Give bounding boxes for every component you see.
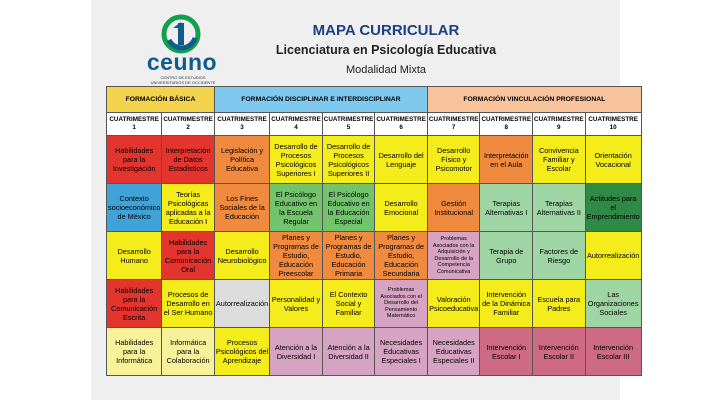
cuatrimestre-label: CUATRIMESTRE [376, 116, 426, 123]
course-cell: Procesos Psicológicos del Aprendizaje [214, 328, 269, 376]
course-cell: Convivencia Familiar y Escolar [533, 136, 586, 184]
course-row [107, 232, 642, 280]
course-cell: El Psicólogo Educativo en la Educación Especial [322, 184, 375, 232]
course-cell: Contexto socioeconómico de México [107, 184, 162, 232]
cuatrimestre-number: 2 [186, 124, 190, 131]
header [91, 0, 620, 84]
course-cell: Desarrollo de Procesos Psicológicos Superiores I [270, 136, 323, 184]
course-cell: Habilidades para la Investigación [107, 136, 162, 184]
cuatrimestre-header [162, 113, 215, 136]
cuatrimestre-header [107, 113, 162, 136]
course-cell: Habilidades para la Comunicación Escrita [107, 280, 162, 328]
course-cell: Informática para la Colaboración [162, 328, 215, 376]
course-cell: Terapias Alternativas II [533, 184, 586, 232]
course-cell: Desarrollo Humano [107, 232, 162, 280]
course-cell: Planes y Programas de Estudio, Educación Secundaria [375, 232, 428, 280]
cuatrimestre-label: CUATRIMESTRE [271, 116, 321, 123]
course-cell: Planes y Programas de Estudio, Educación Primaria [322, 232, 375, 280]
course-cell: Atención a la Diversidad II [322, 328, 375, 376]
cuatrimestre-label: CUATRIMESTRE [109, 116, 159, 123]
course-cell: Valoración Psicoeducativa [427, 280, 480, 328]
cuatrimestre-number: 4 [294, 124, 298, 131]
cuatrimestre-number: 10 [609, 124, 617, 131]
cuatrimestre-number: 5 [346, 124, 351, 131]
course-cell: Desarrollo del Lenguaje [375, 136, 428, 184]
cuatrimestre-header [375, 113, 428, 136]
course-cell: Los Fines Sociales de la Educación [214, 184, 269, 232]
curriculum-table [106, 86, 642, 376]
course-cell: Desarrollo Neurobiológico [214, 232, 269, 280]
course-cell: Gestión Institucional [427, 184, 480, 232]
cuatrimestre-number: 7 [451, 124, 456, 131]
cuatrimestre-label: CUATRIMESTRE [323, 116, 374, 123]
cuatrimestre-number: 1 [132, 124, 136, 131]
cuatrimestre-label: CUATRIMESTRE [217, 116, 267, 123]
course-cell: Habilidades para la Informática [107, 328, 162, 376]
logo-emblem-icon [161, 14, 201, 54]
cuatrimestre-label: CUATRIMESTRE [163, 116, 213, 123]
cuatrimestre-header [214, 113, 269, 136]
title-block [241, 22, 531, 77]
category-row [107, 87, 642, 113]
category-header: FORMACIÓN BÁSICA [107, 87, 215, 113]
course-cell: Planes y Programas de Estudio, Educación Preescolar [270, 232, 323, 280]
course-cell: Personalidad y Valores [270, 280, 323, 328]
course-row [107, 328, 642, 376]
cuatrimestre-number: 8 [504, 124, 508, 131]
course-cell: Necesidades Educativas Especiales II [427, 328, 480, 376]
course-cell: Terapia de Grupo [480, 232, 533, 280]
course-cell: Teorías Psicológicas aplicadas a la Educación I [162, 184, 215, 232]
cuatrimestre-header [480, 113, 533, 136]
program-name: Licenciatura en Psicología Educativa [275, 43, 497, 57]
category-header: FORMACIÓN VINCULACIÓN PROFESIONAL [427, 87, 641, 113]
course-cell: Habilidades para la Comunicación Oral [162, 232, 215, 280]
course-cell: Desarrollo Físico y Psicomotor [427, 136, 480, 184]
cuatrimestre-number: 6 [399, 124, 403, 131]
course-cell: Necesidades Educativas Especiales I [375, 328, 428, 376]
course-cell: Problemas Asociados con el Desarrollo del Pensamiento Matemático [375, 280, 428, 328]
course-row [107, 136, 642, 184]
course-cell: Problemas Asociados con la Adquisición y Desarrollo de la Competencia Comunicativa [427, 232, 480, 280]
cuatrimestre-number: 9 [557, 124, 561, 131]
cuatrimestre-header [427, 113, 480, 136]
cuatrimestre-header [533, 113, 586, 136]
cuatrimestre-number: 3 [240, 124, 244, 131]
course-cell: Interpretación en el Aula [480, 136, 533, 184]
cuatrimestre-label: CUATRIMESTRE [481, 116, 532, 123]
course-cell: Autorrealización [214, 280, 269, 328]
course-cell: Procesos de Desarrollo en el Ser Humano [162, 280, 215, 328]
cuatrimestre-label: CUATRIMESTRE [534, 116, 584, 123]
course-cell: Intervención de la Dinámica Familiar [480, 280, 533, 328]
course-cell: Desarrollo Emocional [375, 184, 428, 232]
course-cell: El Psicólogo Educativo en la Escuela Regular [270, 184, 323, 232]
cuatrimestre-header [322, 113, 375, 136]
cuatrimestre-header [585, 113, 641, 136]
course-cell: Actitudes para el Emprendimiento [585, 184, 641, 232]
course-cell: Factores de Riesgo [533, 232, 586, 280]
course-cell: Orientación Vocacional [585, 136, 641, 184]
cuatrimestre-row [107, 113, 642, 136]
course-cell: El Contexto Social y Familiar [322, 280, 375, 328]
logo-wordmark: ceuno [146, 49, 218, 75]
course-row [107, 184, 642, 232]
page-title: MAPA CURRICULAR [312, 22, 460, 39]
course-cell: Terapias Alternativas I [480, 184, 533, 232]
course-cell: Intervención Escolar I [480, 328, 533, 376]
course-cell: Legislación y Política Educativa [214, 136, 269, 184]
course-cell: Intervención Escolar II [533, 328, 586, 376]
course-cell: Atención a la Diversidad I [270, 328, 323, 376]
course-cell: Interpretación de Datos Estadísticos [162, 136, 215, 184]
course-cell: Las Organizaciones Sociales [585, 280, 641, 328]
course-row [107, 280, 642, 328]
course-cell: Escuela para Padres [533, 280, 586, 328]
cuatrimestre-label: CUATRIMESTRE [428, 116, 479, 123]
course-cell: Intervención Escolar III [585, 328, 641, 376]
category-header: FORMACIÓN DISCIPLINAR E INTERDISCIPLINAR [214, 87, 427, 113]
logo-subtitle: CENTRO DE ESTUDIOS UNIVERSITARIOS DE OCCIDENTE [150, 75, 216, 85]
course-cell: Autorrealización [585, 232, 641, 280]
cuatrimestre-label: CUATRIMESTRE [588, 116, 638, 123]
ceuno-logo [143, 12, 221, 85]
course-cell: Desarrollo de Procesos Psicológicos Superiores II [322, 136, 375, 184]
cuatrimestre-header [270, 113, 323, 136]
modality: Modalidad Mixta [345, 64, 427, 76]
